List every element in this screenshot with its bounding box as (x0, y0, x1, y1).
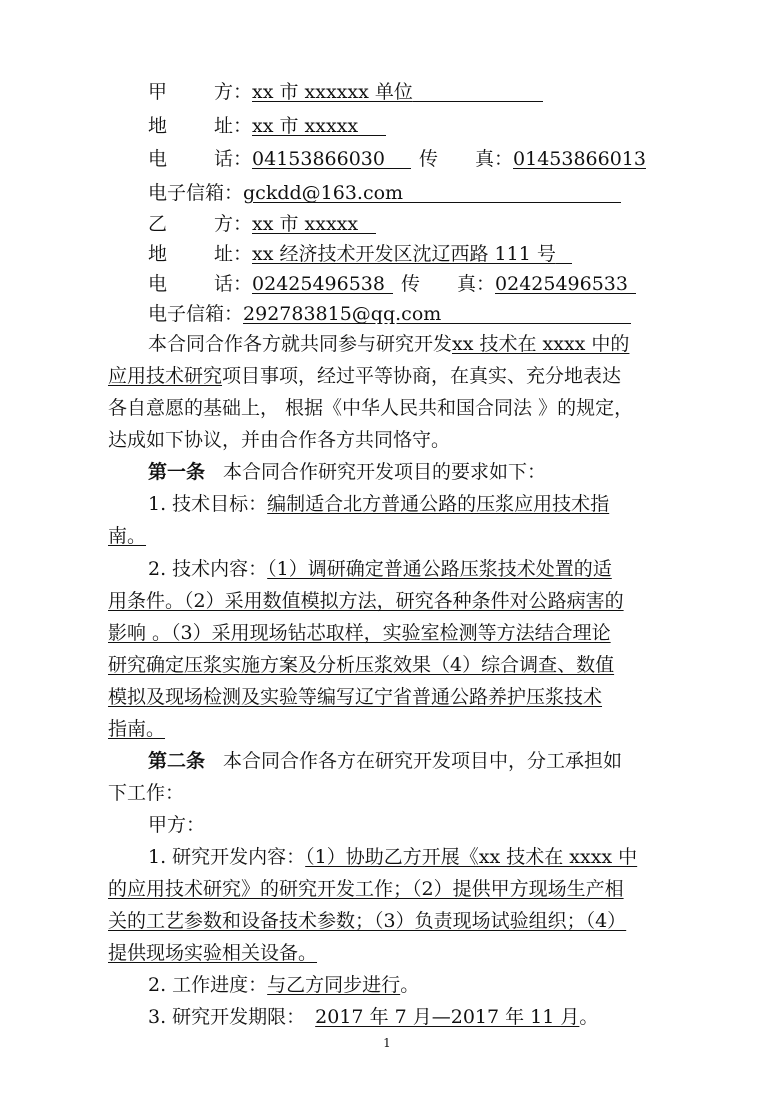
rd-content-line-4: 提供现场实验相关设备。 (108, 942, 318, 964)
text: 。 (579, 1006, 599, 1028)
text: 项目事项，经过平等协商，在真实、充分地表达 (222, 365, 622, 387)
party-b-phone: 02425496538 (252, 273, 385, 295)
blank-line (358, 115, 386, 136)
work-progress: 与乙方同步进行 (267, 974, 401, 996)
party-a-email: gckdd@163.com (243, 182, 404, 204)
label: 电 (148, 273, 168, 295)
rd-period: 2017 年 7 月—2017 年 11 月 (315, 1006, 580, 1028)
label: 话： (214, 148, 253, 170)
party-b-email: 292783815@qq.com (243, 303, 442, 325)
party-b-name: xx 市 xxxxx (252, 213, 359, 235)
party-a-email-row (148, 179, 621, 207)
text: 本合同合作各方就共同参与研究开发 (148, 333, 453, 355)
party-b-address: xx 经济技术开发区沈辽西路 111 号 (252, 243, 556, 265)
blank-line (628, 273, 636, 294)
tech-goal-cont: 南。 (108, 525, 147, 547)
project-name: xx 技术在 xxxx 中的 (452, 333, 630, 355)
party-a-fax: 01453866013 (513, 148, 646, 170)
tech-content-line-5: 模拟及现场检测及实验等编写辽宁省普通公路养护压浆技术 (108, 686, 603, 708)
label: 地 (148, 243, 168, 265)
rd-content-line-3: 关的工艺参数和设备技术参数；（3）负责现场试验组织；（4） (108, 910, 627, 932)
party-b-address-row (148, 240, 572, 268)
label: 1. 研究开发内容： (148, 846, 306, 868)
label: 电子信箱： (148, 182, 244, 204)
label: 电 (148, 148, 168, 170)
blank-line (358, 213, 376, 234)
rd-content: （1）协助乙方开展《xx 技术在 xxxx 中 (305, 846, 638, 868)
label: 电子信箱： (148, 303, 244, 325)
tech-content-line-4: 研究确定压浆实施方案及分析压浆效果（4）综合调查、数值 (108, 654, 615, 676)
label: 甲 (148, 81, 168, 103)
blank-line (556, 243, 572, 264)
page-number: 1 (383, 1036, 391, 1050)
blank-line (403, 182, 621, 203)
text: 。 (400, 974, 420, 996)
intro-line-2 (108, 362, 621, 390)
rd-content-line-1 (148, 843, 637, 871)
blank-line (385, 273, 393, 294)
article-2-title-cont: 下工作： (108, 782, 185, 804)
label: 传 (419, 148, 439, 170)
label: 址： (214, 243, 253, 265)
party-a-phone: 04153866030 (252, 148, 385, 170)
label: 址： (214, 115, 253, 137)
article-title: 本合同合作研究开发项目的要求如下： (223, 461, 547, 483)
intro-line-1 (148, 330, 629, 358)
tech-goal-line-1 (148, 490, 609, 518)
party-b-phone-row (148, 270, 636, 298)
tech-content-line-6: 指南。 (108, 718, 166, 740)
label: 3. 研究开发期限： (148, 1006, 306, 1028)
party-b-name-row (148, 210, 376, 238)
intro-line-3: 各自意愿的基础上， 根据《中华人民共和国合同法 》的规定， (108, 397, 634, 419)
work-progress-row (148, 971, 419, 999)
rd-content-line-2: 的应用技术研究》的研究开发工作；（2）提供甲方现场生产相 (108, 878, 624, 900)
label: 方： (214, 213, 253, 235)
label: 2. 工作进度： (148, 974, 268, 996)
tech-content-line-3: 影响 。（3）采用现场钻芯取样，实验室检测等方法结合理论 (108, 622, 611, 644)
label: 真： (457, 273, 496, 295)
article-title: 本合同合作各方在研究开发项目中，分工承担如 (223, 750, 623, 772)
label: 方： (214, 81, 253, 103)
blank-line (441, 303, 631, 324)
party-a-heading: 甲方： (148, 814, 206, 836)
party-a-phone-row (148, 145, 646, 173)
party-b-email-row (148, 300, 631, 328)
intro-line-4: 达成如下协议，并由合作各方共同恪守。 (108, 429, 451, 451)
label: 传 (401, 273, 421, 295)
party-a-name-row (148, 78, 543, 106)
tech-content-line-1 (148, 555, 612, 583)
label: 地 (148, 115, 168, 137)
project-name-cont: 应用技术研究 (108, 365, 223, 387)
label: 乙 (148, 213, 168, 235)
tech-content: （1）调研确定普通公路压浆技术处置的适 (267, 558, 612, 580)
tech-goal: 编制适合北方普通公路的压浆应用技术指 (267, 493, 610, 515)
label: 真： (475, 148, 514, 170)
tech-goal-line-2 (108, 522, 146, 550)
party-b-fax: 02425496533 (495, 273, 628, 295)
party-a-name: xx 市 xxxxxx 单位 (252, 81, 413, 103)
article-number: 第一条 (148, 461, 206, 483)
tech-content-line-2: 用条件。（2）采用数值模拟方法，研究各种条件对公路病害的 (108, 590, 624, 612)
article-2-heading (148, 747, 622, 775)
label: 2. 技术内容： (148, 558, 268, 580)
blank-line (413, 81, 543, 102)
party-a-address-row (148, 112, 386, 140)
label: 1. 技术目标： (148, 493, 268, 515)
blank-line (385, 148, 411, 169)
article-number: 第二条 (148, 750, 206, 772)
article-1-heading (148, 458, 546, 486)
party-a-address: xx 市 xxxxx (252, 115, 359, 137)
rd-period-row (148, 1003, 598, 1031)
label: 话： (214, 273, 253, 295)
